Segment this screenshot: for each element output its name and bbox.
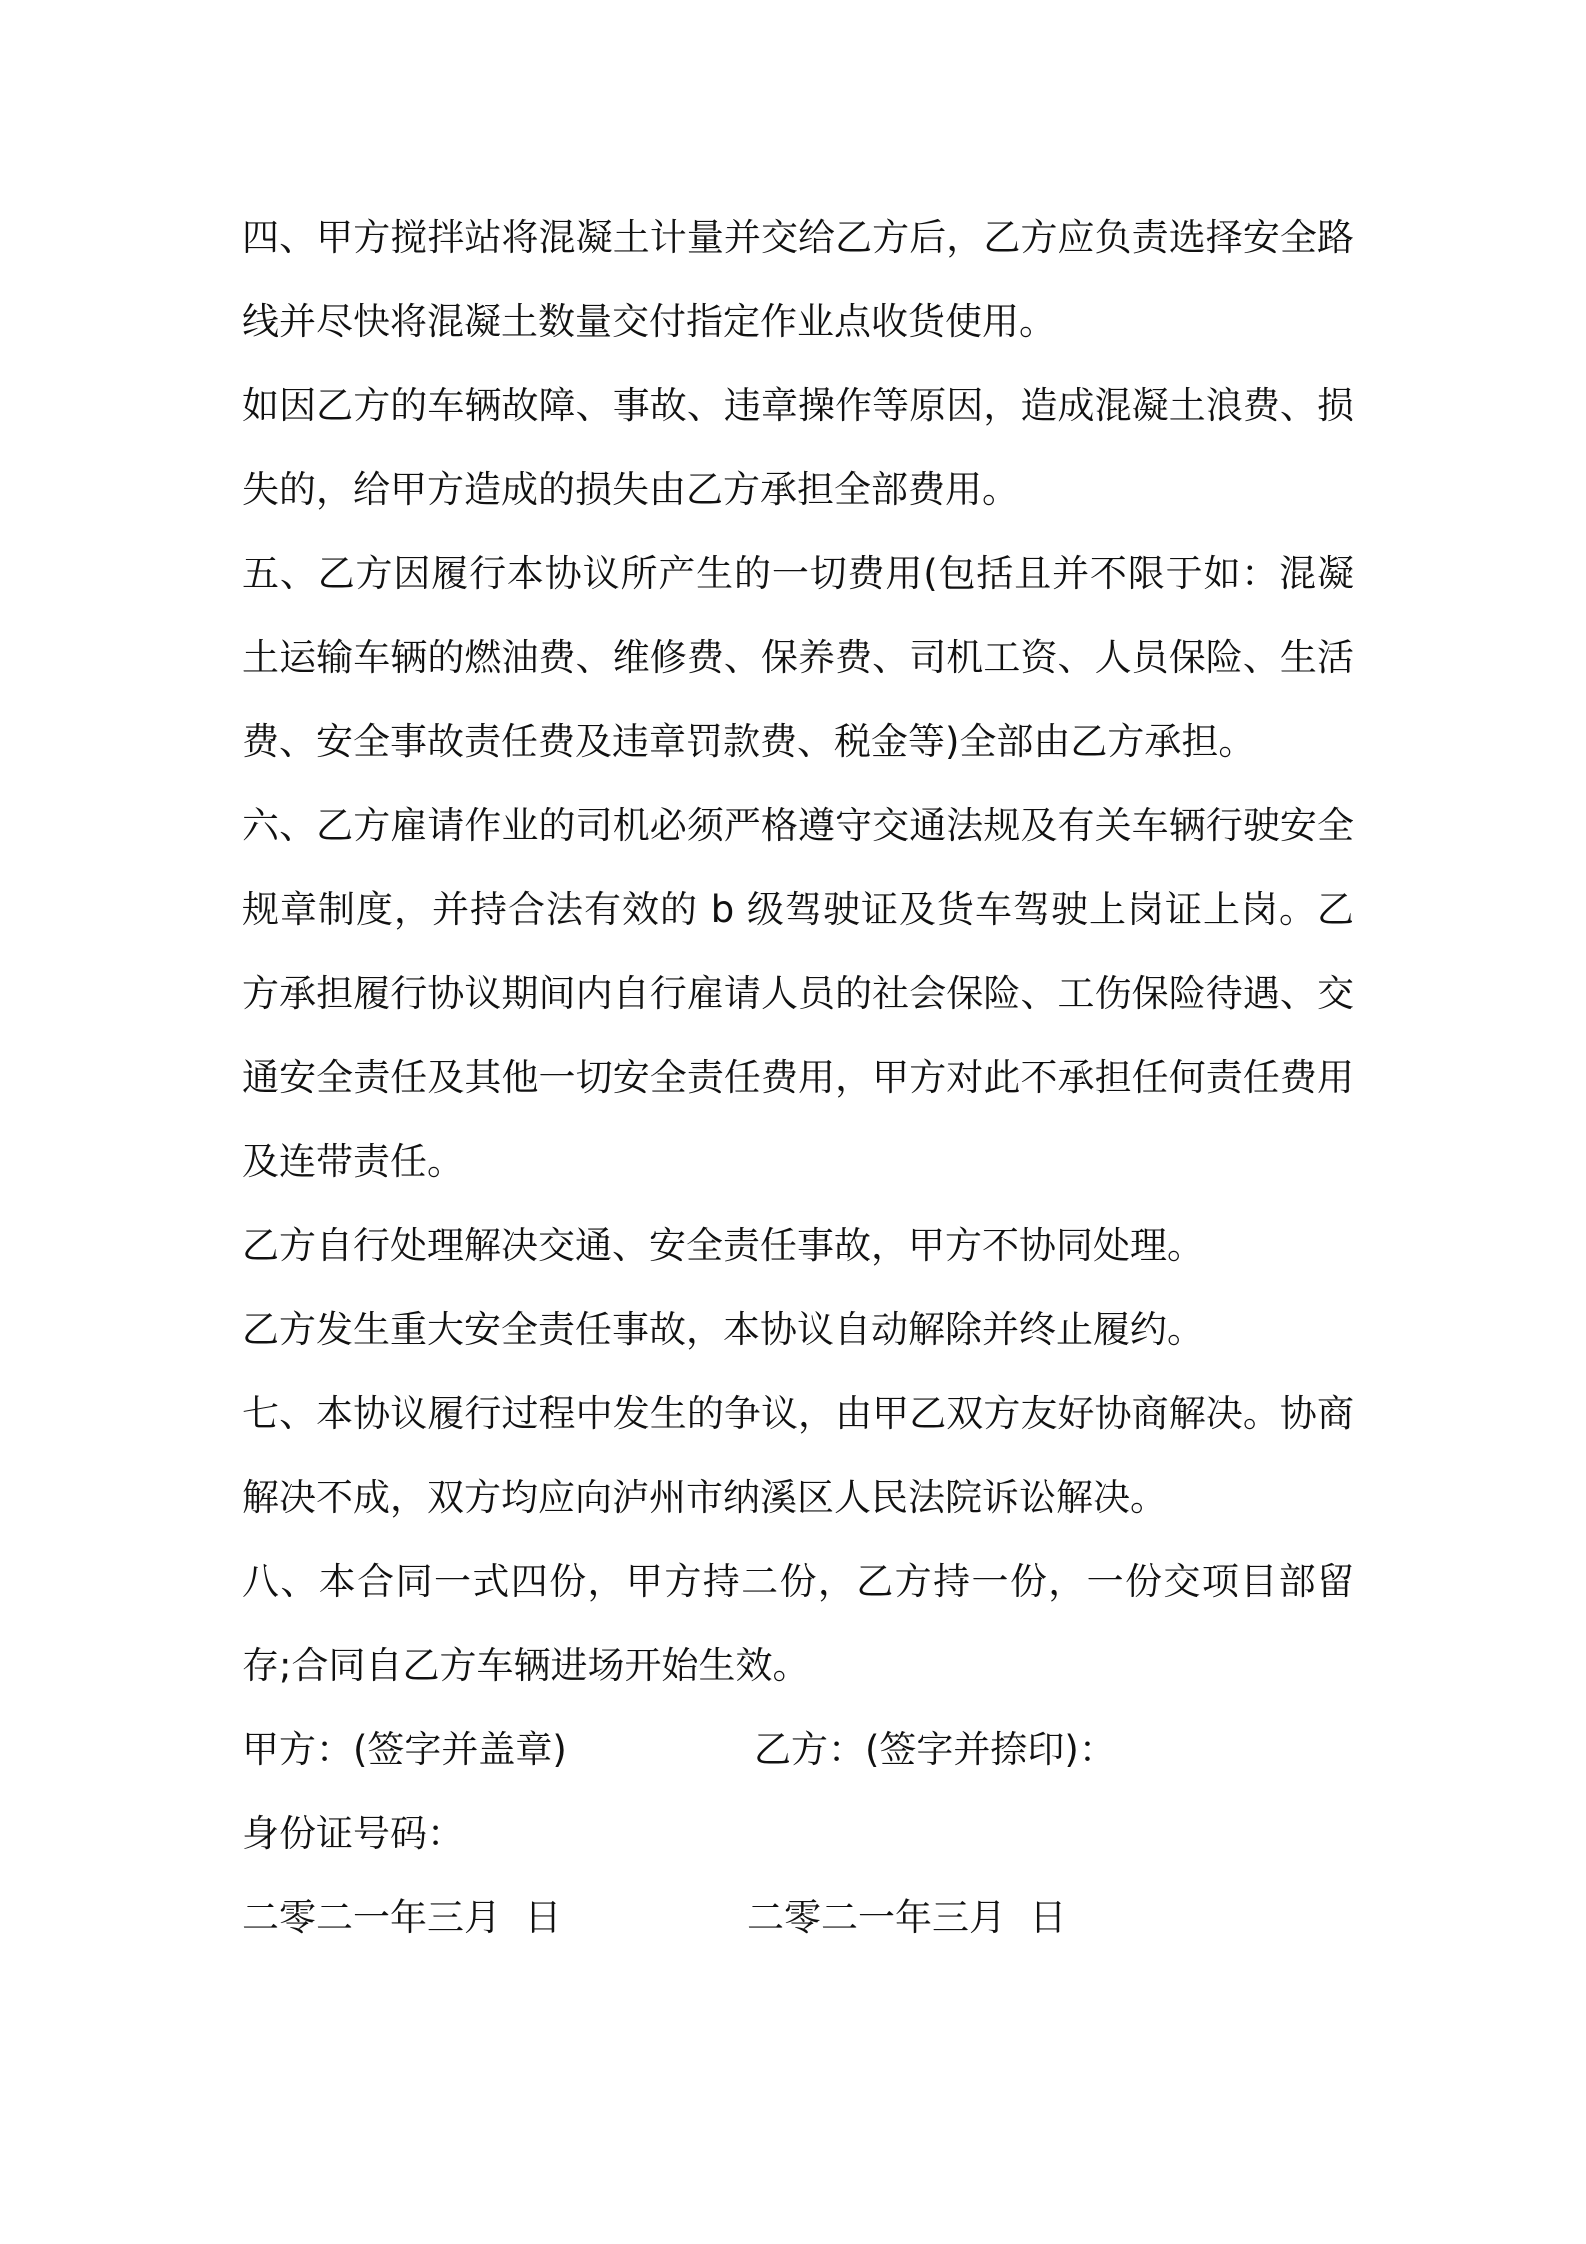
clause-six-accident-handling: 乙方自行处理解决交通、安全责任事故，甲方不协同处理。 [242,1224,1204,1267]
signature-labels-row [242,1708,1354,1792]
signature-dates-row [242,1876,1354,1960]
party-b-date: 二零二一年三月 日 [747,1896,1067,1939]
clause-seven: 七、本协议履行过程中发生的争议，由甲乙双方友好协商解决。协商解决不成，双方均应向泸州市纳溪区人民法院诉讼解决。 [242,1392,1354,1519]
clause-six: 六、乙方雇请作业的司机必须严格遵守交通法规及有关车辆行驶安全规章制度，并持合法有效的 b 级驾驶证及货车驾驶上岗证上岗。乙方承担履行协议期间内自行雇请人员的社会保险、工伤保险待遇、交通安全责任及其他一切安全责任费用，甲方对此不承担任何责任费用及连带责任。 [242,804,1354,1183]
party-a-signature-label: 甲方：(签字并盖章) [242,1728,567,1771]
id-number-label: 身份证号码： [242,1812,464,1855]
party-b-signature-label: 乙方：(签字并捺印)： [754,1728,1116,1771]
id-number-row [242,1792,1354,1876]
contract-body [242,196,1354,1960]
clause-six-termination: 乙方发生重大安全责任事故，本协议自动解除并终止履约。 [242,1308,1204,1351]
clause-five: 五、乙方因履行本协议所产生的一切费用(包括且并不限于如：混凝土运输车辆的燃油费、维修费、保养费、司机工资、人员保险、生活费、安全事故责任费及违章罚款费、税金等)全部由乙方承担。 [242,552,1354,763]
clause-four: 四、甲方搅拌站将混凝土计量并交给乙方后，乙方应负责选择安全路线并尽快将混凝土数量交付指定作业点收货使用。 [242,216,1354,343]
clause-four-liability: 如因乙方的车辆故障、事故、违章操作等原因，造成混凝土浪费、损失的，给甲方造成的损失由乙方承担全部费用。 [242,384,1354,511]
clause-eight: 八、本合同一式四份，甲方持二份，乙方持一份，一份交项目部留存;合同自乙方车辆进场开始生效。 [242,1560,1354,1687]
party-a-date: 二零二一年三月 日 [242,1896,562,1939]
